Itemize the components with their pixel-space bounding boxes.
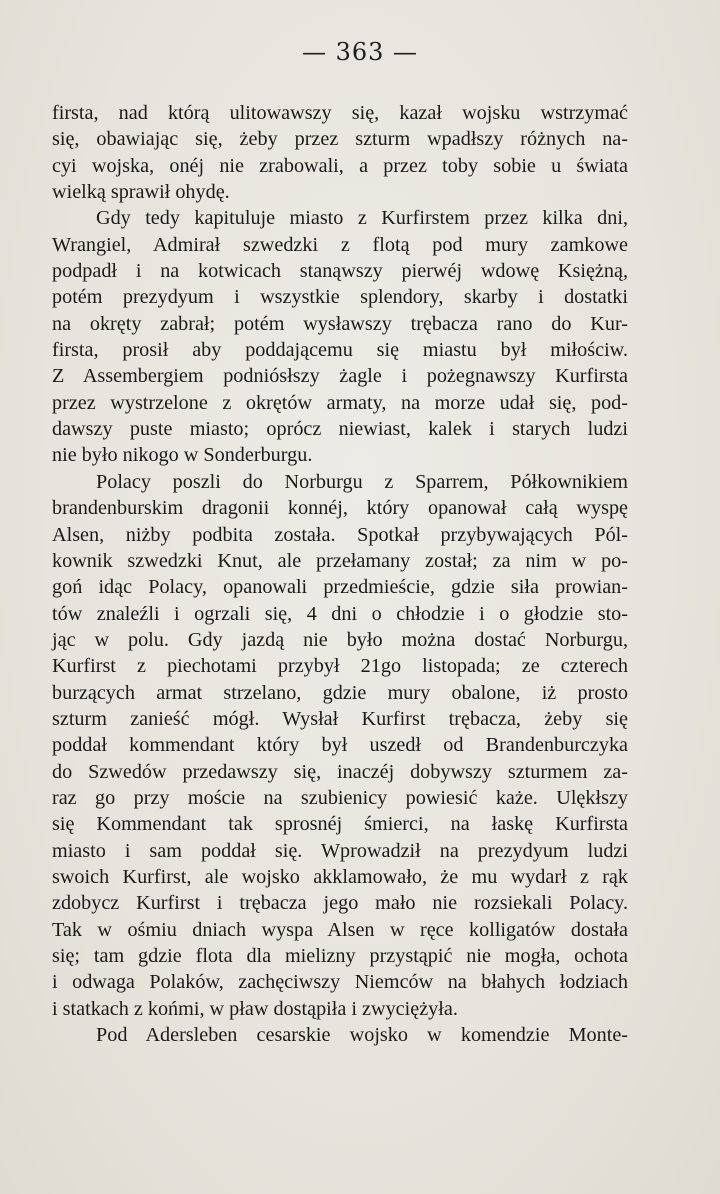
text-line: na okręty zabrał; potém wysławszy trębacza rano do Kur-	[52, 312, 628, 335]
text-line: przez wystrzelone z okrętów armaty, na morze udał się, pod-	[52, 391, 628, 414]
text-line: Tak w ośmiu dniach wyspa Alsen w ręce kolligatów dostała	[52, 918, 628, 941]
text-line: dawszy puste miasto; oprócz niewiast, kalek i starych ludzi	[52, 418, 628, 441]
text-line: podpadł i na kotwicach stanąwszy pierwéj wdowę Księżną,	[52, 260, 628, 283]
text-line: i statkach z końmi, w pław dostąpiła i zwyciężyła.	[52, 997, 458, 1020]
text-line: kownik szwedzki Knut, ale przełamany został; za nim w po-	[52, 549, 628, 572]
text-line: Alsen, niżby podbita została. Spotkał przybywających Pól-	[52, 523, 628, 546]
text-line: wielką sprawił ohydę.	[52, 181, 230, 204]
text-line: firsta, nad którą ulitowawszy się, kazał wojsku wstrzymać	[52, 102, 628, 124]
text-line: burzących armat strzelano, gdzie mury obalone, iż prosto	[52, 681, 628, 704]
text-line: Z Assembergiem podniósłszy żagle i pożegnawszy Kurfirsta	[52, 365, 628, 388]
body-text	[52, 100, 628, 1048]
text-line: raz go przy moście na szubienicy powiesić każe. Ulękłszy	[52, 786, 628, 809]
text-line: swoich Kurfirst, ale wojsko akklamowało, że mu wydarł z rąk	[52, 865, 628, 888]
text-line: potém prezydyum i wszystkie splendory, skarby i dostatki	[52, 286, 628, 309]
text-line: i odwaga Polaków, zachęciwszy Niemców na błahych łodziach	[52, 971, 628, 994]
text-line: zdobycz Kurfirst i trębacza jego mało nie rozsiekali Polacy.	[52, 892, 628, 915]
text-line: Pod Adersleben cesarskie wojsko w komendzie Monte-	[96, 1024, 628, 1047]
text-line: brandenburskim dragonii konnéj, który opanował całą wyspę	[52, 497, 628, 520]
text-line: jąc w polu. Gdy jazdą nie było można dostać Norburgu,	[52, 628, 628, 651]
text-line: tów znaleźli i ogrzali się, 4 dni o chłodzie i o głodzie sto-	[52, 602, 628, 625]
text-line: szturm zanieść mógł. Wysłał Kurfirst trębacza, żeby się	[52, 707, 628, 730]
text-line: Polacy poszli do Norburgu z Sparrem, Półkownikiem	[96, 470, 628, 493]
text-line: się Kommendant tak sprosnéj śmierci, na łaskę Kurfirsta	[52, 813, 628, 836]
text-line: cyi wojska, onéj nie zrabowali, a przez toby sobie u świata	[52, 154, 628, 177]
text-line: goń idąc Polacy, opanowali przedmieście, gdzie siła prowian-	[52, 576, 628, 599]
text-line: poddał kommendant który był uszedł od Brandenburczyka	[52, 734, 628, 757]
text-line: nie było nikogo w Sonderburgu.	[52, 444, 313, 467]
text-line: Gdy tedy kapituluje miasto z Kurfirstem przez kilka dni,	[96, 207, 628, 230]
text-line: Kurfirst z piechotami przybył 21go listopada; ze czterech	[52, 655, 628, 678]
text-line: się; tam gdzie flota dla mielizny przystąpić nie mogła, ochota	[52, 945, 628, 967]
text-line: firsta, prosił aby poddającemu się miastu był miłościw.	[52, 339, 628, 362]
text-line: się, obawiając się, żeby przez szturm wpadłszy różnych na-	[52, 128, 628, 151]
text-line: do Szwedów przedawszy się, inaczéj dobywszy szturmem za-	[52, 760, 628, 783]
text-line: Wrangiel, Admirał szwedzki z flotą pod mury zamkowe	[52, 233, 628, 256]
text-line: miasto i sam poddał się. Wprowadził na prezydyum ludzi	[52, 839, 628, 862]
page-number: — 363 —	[301, 38, 419, 66]
